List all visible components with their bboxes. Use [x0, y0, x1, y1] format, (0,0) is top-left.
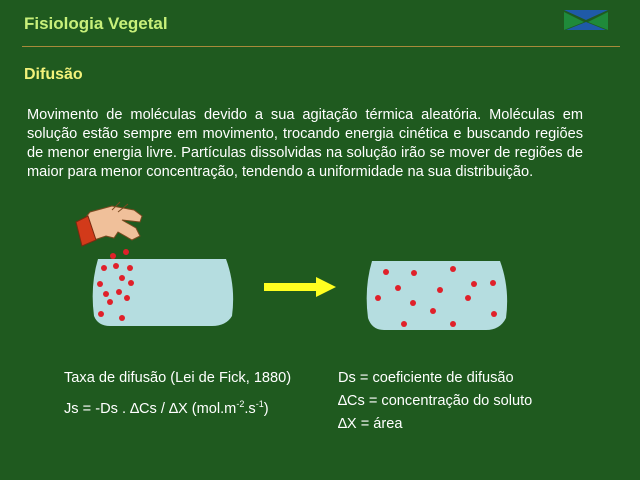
body-paragraph: Movimento de moléculas devido a sua agitação térmica aleatória. Moléculas em solução estão sempre em movimento, trocando energia cinética e buscando regiões de menor energia livre. Partículas dissolvidas na solução irão se mover de regiões de maior para menor concentração, tendendo a uniformidade na sua distribuição. [27, 107, 583, 180]
fick-law-block [64, 370, 291, 430]
fick-law-legend [338, 370, 532, 439]
fick-law-title: Taxa de difusão (Lei de Fick, 1880) [64, 370, 292, 386]
beaker-left [93, 259, 233, 326]
fick-law-equation: Js = -Ds . ∆Cs / ∆X $(mol.m^{-2}.s^{-1})$ [64, 399, 269, 417]
header-title: Fisiologia Vegetal [24, 14, 168, 33]
legend-item-dx: ∆X = área [338, 416, 403, 432]
legend-item-dcs: ∆Cs = concentração do soluto [338, 393, 533, 409]
hand-dropping-icon [76, 202, 142, 246]
right-arrow-icon [264, 277, 336, 297]
legend-item-ds: Ds = coeficiente de difusão [338, 370, 514, 386]
section-title: Difusão [24, 66, 83, 83]
